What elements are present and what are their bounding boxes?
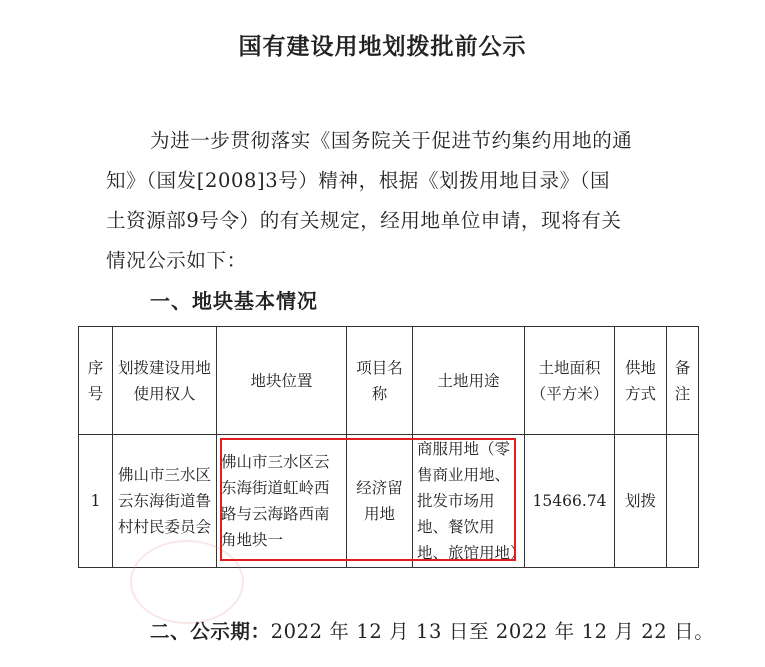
intro-line-1: 为进一步贯彻落实《国务院关于促进节约集约用地的通 — [150, 129, 633, 152]
section-heading-2 — [150, 616, 714, 644]
intro-line-2: 知》（国发[2008]3号）精神，根据《划拨用地目录》（国 — [106, 169, 611, 192]
cell-location: 佛山市三水区云东海街道虹岭西路与云海路西南角地块一 — [217, 435, 347, 568]
publicity-period-label: 二、公示期： — [150, 620, 271, 643]
table-header-row — [79, 327, 699, 435]
section-heading-1: 一、地块基本情况 — [150, 289, 318, 313]
cell-area: 15466.74 — [525, 435, 615, 568]
header-remark: 备注 — [667, 327, 699, 435]
cell-usage: 商服用地（零售商业用地、批发市场用地、餐饮用地、旅馆用地） — [413, 435, 525, 568]
cell-supply: 划拨 — [615, 435, 667, 568]
land-info-table — [78, 326, 699, 568]
header-supply: 供地方式 — [615, 327, 667, 435]
cell-no: 1 — [79, 435, 113, 568]
intro-line-3: 土资源部9号令）的有关规定，经用地单位申请，现将有关 — [106, 209, 622, 232]
header-area: 土地面积（平方米） — [525, 327, 615, 435]
intro-line-4: 情况公示如下： — [106, 249, 247, 272]
table-row — [79, 435, 699, 568]
header-location: 地块位置 — [217, 327, 347, 435]
cell-remark — [667, 435, 699, 568]
cell-project: 经济留用地 — [347, 435, 413, 568]
publicity-period-value: 2022 年 12 月 13 日至 2022 年 12 月 22 日。 — [270, 620, 715, 643]
header-no: 序号 — [79, 327, 113, 435]
header-project: 项目名称 — [347, 327, 413, 435]
header-holder: 划拨建设用地使用权人 — [113, 327, 217, 435]
header-usage: 土地用途 — [413, 327, 525, 435]
cell-holder: 佛山市三水区云东海街道鲁村村民委员会 — [113, 435, 217, 568]
page-title: 国有建设用地划拨批前公示 — [238, 34, 527, 60]
